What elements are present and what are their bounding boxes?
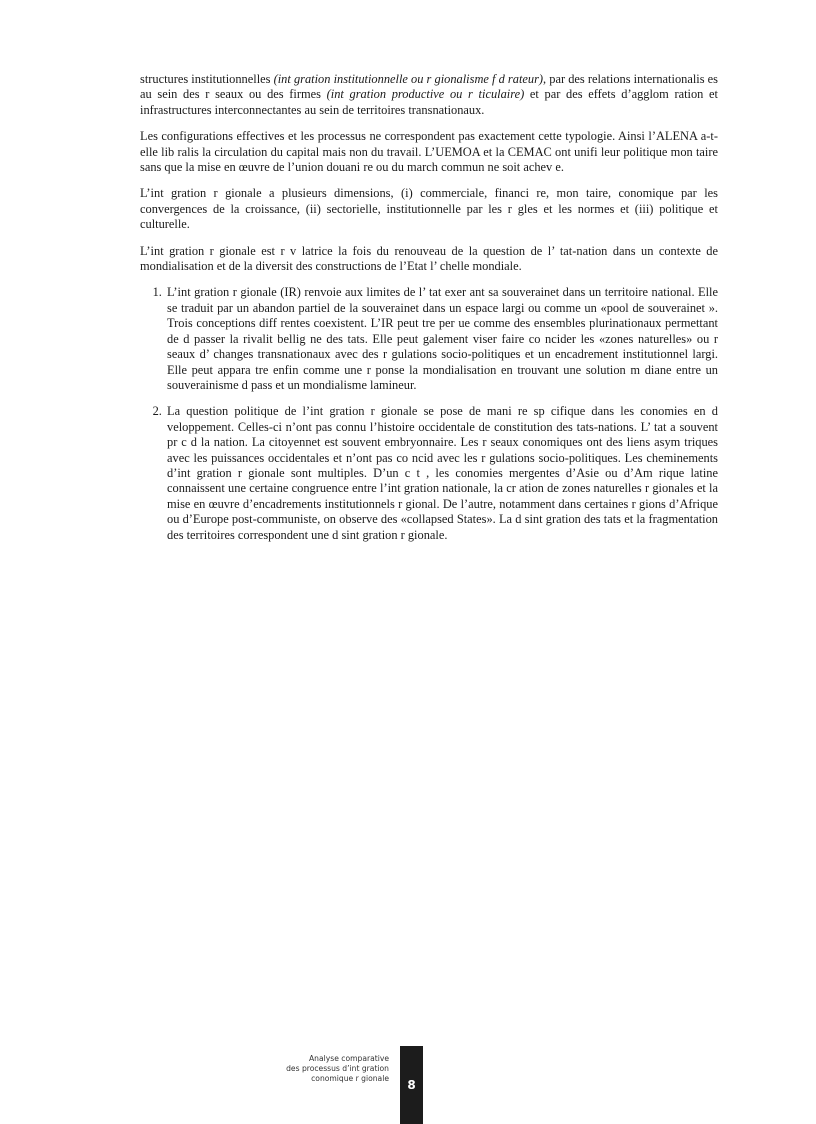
list-item: 2. La question politique de l’int gration r gionale se pose de mani re sp cifique dans les conomies en d veloppement. Celles-ci n’ont pas connu l’histoire occidentale de constitution des tats-nations. L’ tat a souvent pr c d la nation. La citoyennet est souvent embryonnaire. Les r seaux conomiques ont des liens asym triques avec les puissances occidentales et n’ont pas co ncid avec les r gulations socio-politiques. Les cheminements d’int gration r gionale sont multiples. D’un c t , les conomies mergentes d’Asie ou d’Am rique latine connaissent une certaine congruence entre l’int gration nationale, la cr ation de zones naturelles r gionales et la mise en œuvre d’encadrements institutionnels r gional. De l’autre, notamment dans certaines r gions d’Afrique ou d’Europe post-communiste, on observe des «collapsed States». La d sint gration des tats et la fragmentation des territoires correspondent une d sint gration r gionale. — [165, 404, 718, 543]
paragraph-3: L’int gration r gionale a plusieurs dimensions, (i) commerciale, financi re, mon taire, conomique par les convergences de la croissance, (ii) sectorielle, institutionnelle par les r gles et les normes et (iii) politique et culturelle. — [140, 186, 718, 232]
main-text — [140, 72, 718, 554]
paragraph-4: L’int gration r gionale est r v latrice la fois du renouveau de la question de l’ tat-nation dans un contexte de mondialisation et de la diversit des constructions de l’Etat l’ chelle mondiale. — [140, 243, 718, 274]
p1-text-e: et par des effets d’agglom ration et infrastructures interconnectantes au sein de territoires transnationaux. — [140, 87, 718, 117]
p1-italic-productive: (int gration productive ou r ticulaire) — [326, 87, 525, 102]
list-item: 1. L’int gration r gionale (IR) renvoie aux limites de l’ tat exer ant sa souverainet dans un territoire national. Elle se traduit par un abandon partiel de la souverainet dans un espace largi ou comme un «pool de souverainet ». Trois conceptions diff rentes coexistent. L’IR peut tre per ue comme des ensembles plurinationaux permettant de d passer la rivalit bellig ne des tats. Elle peut galement viser faire co ncider les «zones naturelles» ou r seaux d’ changes transnationaux avec des r gulations socio-politiques et un encadrement institutionnel largi. Elle peut appara tre enfin comme une r ponse la mondialisation en trouvant une solution m diane entre un souverainisme d pass et un mondialisme lamineur. — [165, 285, 718, 393]
footer-line-1: Analyse comparative — [308, 1054, 389, 1063]
page-number: 8 — [400, 1046, 423, 1124]
paragraph-2: Les configurations effectives et les processus ne correspondent pas exactement cette typologie. Ainsi l’ALENA a-t-elle lib ralis la circulation du capital mais non du travail. L’UEMOA et la CEMAC ont unifi leur politique mon taire sans que la mise en œuvre de l’union douani re ou du march commun ne soit achev e. — [140, 129, 718, 175]
p1-text-c: , par des relations internationalis es au sein des r seaux ou des firmes — [140, 72, 718, 102]
footer-line-2: des processus d’int gration — [286, 1064, 389, 1073]
p1-italic-institutional: (int gration institutionnelle ou r gionalisme f d rateur) — [273, 72, 544, 86]
numbered-list — [140, 285, 718, 543]
footer-title — [209, 1054, 389, 1084]
footer-line-3: conomique r gionale — [311, 1074, 389, 1083]
p1-text-a: structures institutionnelles — [140, 72, 274, 86]
page-footer — [260, 1046, 423, 1124]
paragraph-1 — [140, 72, 718, 118]
